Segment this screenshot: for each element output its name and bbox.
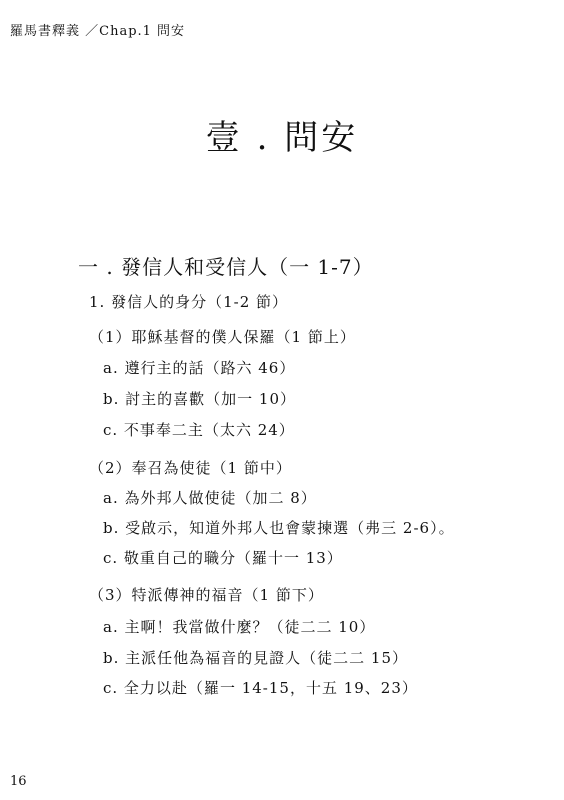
section-heading: 一 . 發信人和受信人（一 1-7） xyxy=(78,255,374,279)
list-item: c. 敬重自己的職分（羅十一 13） xyxy=(103,549,343,567)
subsection-heading-2: （2）奉召為使徒（1 節中） xyxy=(89,459,292,477)
outline-point-1: 1. 發信人的身分（1-2 節） xyxy=(89,293,289,311)
list-item: b. 討主的喜歡（加一 10） xyxy=(103,390,296,408)
list-item: a. 遵行主的話（路六 46） xyxy=(103,359,296,377)
running-header: 羅馬書釋義 ／Chap.1 問安 xyxy=(10,24,186,39)
subsection-heading-3: （3）特派傳神的福音（1 節下） xyxy=(89,586,324,604)
chapter-title: 壹 . 問安 xyxy=(205,118,359,158)
list-item: b. 主派任他為福音的見證人（徒二二 15） xyxy=(103,649,408,667)
list-item: c. 不事奉二主（太六 24） xyxy=(103,421,295,439)
list-item: c. 全力以赴（羅一 14-15，十五 19、23） xyxy=(103,679,418,697)
list-item: b. 受啟示，知道外邦人也會蒙揀選（弗三 2-6）。 xyxy=(103,519,455,537)
list-item: a. 主啊！我當做什麼？（徒二二 10） xyxy=(103,618,376,636)
list-item: a. 為外邦人做使徒（加二 8） xyxy=(103,489,317,507)
page-number: 16 xyxy=(10,774,27,789)
subsection-heading-1: （1）耶穌基督的僕人保羅（1 節上） xyxy=(89,328,356,346)
